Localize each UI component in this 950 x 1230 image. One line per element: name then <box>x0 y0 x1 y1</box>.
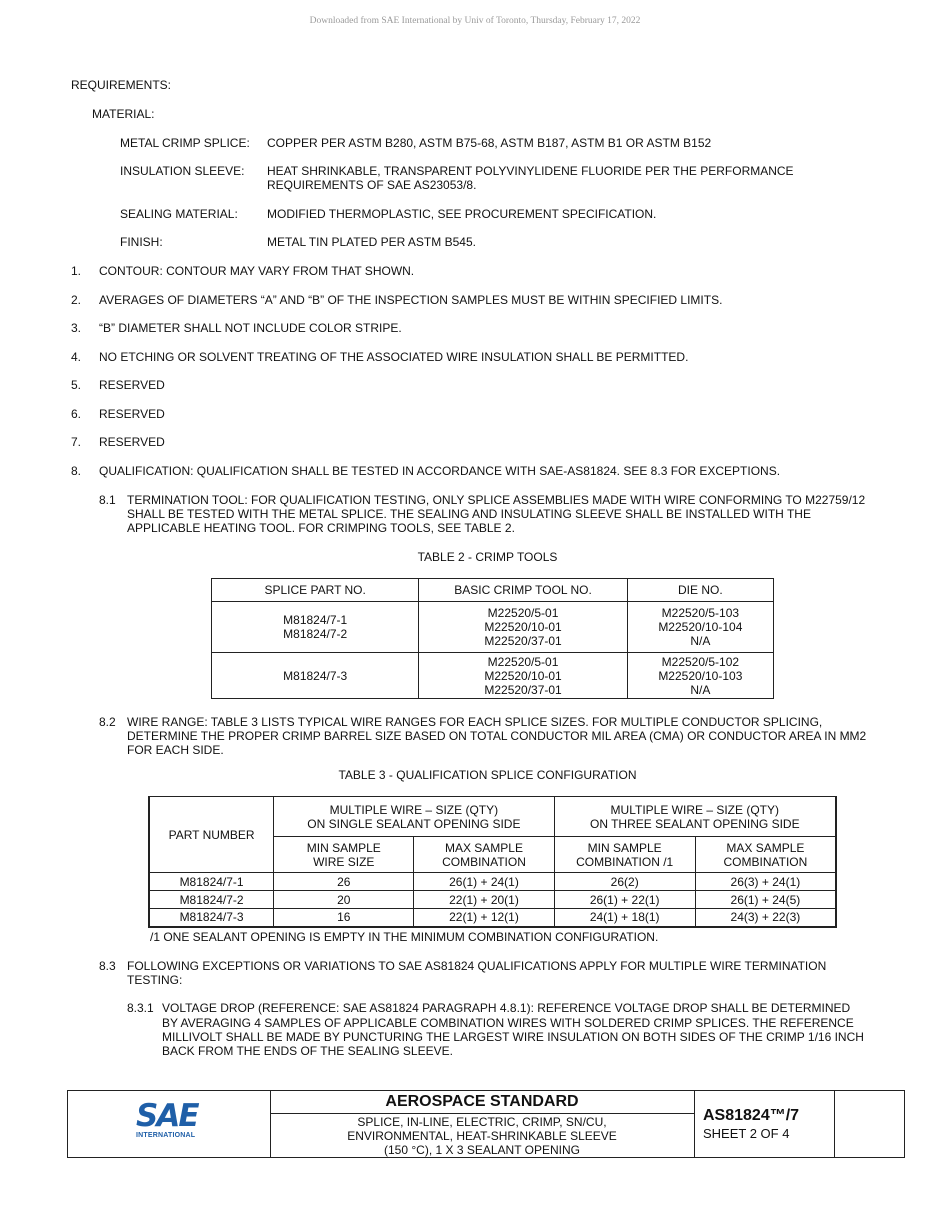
table-header: DIE NO. <box>627 579 773 602</box>
table-row <box>212 602 774 653</box>
table-cell: 26(1) + 24(5) <box>695 891 836 909</box>
material-value: COPPER PER ASTM B280, ASTM B75-68, ASTM B187, ASTM B1 OR ASTM B152 <box>267 136 712 150</box>
section-text-line: FOR EACH SIDE. <box>127 743 224 757</box>
table-cell: 26(1) + 22(1) <box>554 891 695 909</box>
table2-title: TABLE 2 - CRIMP TOOLS <box>417 550 558 564</box>
section-text-line: WIRE RANGE: TABLE 3 LISTS TYPICAL WIRE RANGES FOR EACH SPLICE SIZES. FOR MULTIPLE CONDUCTOR SPLICING, <box>127 715 823 729</box>
splice-configuration-table <box>148 796 837 928</box>
table-cell: 20 <box>274 891 414 909</box>
sae-logo-text: SAE <box>136 1098 198 1134</box>
logo-cell <box>68 1091 271 1157</box>
material-heading: MATERIAL: <box>92 107 155 121</box>
document-number: AS81824™/7 <box>703 1107 800 1124</box>
table-cell: 26 <box>274 873 414 891</box>
note-number: 7. <box>71 435 82 449</box>
title-block <box>67 1090 905 1158</box>
note-number: 2. <box>71 293 82 307</box>
download-watermark: Downloaded from SAE International by Univ of Toronto, Thursday, February 17, 2022 <box>309 16 641 26</box>
table-header: PART NUMBER <box>149 797 274 873</box>
blank-cell <box>834 1091 904 1157</box>
table-cell: M22520/5-103 M22520/10-104 N/A <box>627 602 773 653</box>
table-subheader: MIN SAMPLE WIRE SIZE <box>274 837 414 873</box>
table-subheader: MAX SAMPLE COMBINATION <box>695 837 836 873</box>
crimp-tools-table <box>211 578 774 699</box>
requirements-heading: REQUIREMENTS: <box>71 78 172 92</box>
note-number: 5. <box>71 378 82 392</box>
note-text: RESERVED <box>99 407 165 421</box>
note-text: NO ETCHING OR SOLVENT TREATING OF THE ASSOCIATED WIRE INSULATION SHALL BE PERMITTED. <box>99 350 689 364</box>
note-text: RESERVED <box>99 378 165 392</box>
table-header: BASIC CRIMP TOOL NO. <box>419 579 627 602</box>
table-cell: M81824/7-1 <box>149 873 274 891</box>
note-text: AVERAGES OF DIAMETERS “A” AND “B” OF THE INSPECTION SAMPLES MUST BE WITHIN SPECIFIED LIMITS. <box>99 293 723 307</box>
section-number: 8.3.1 <box>127 1001 154 1015</box>
title-cell <box>270 1091 695 1157</box>
table-group-header: MULTIPLE WIRE – SIZE (QTY) ON SINGLE SEALANT OPENING SIDE <box>274 797 554 837</box>
material-value: MODIFIED THERMOPLASTIC, SEE PROCUREMENT SPECIFICATION. <box>267 207 657 221</box>
material-label: METAL CRIMP SPLICE: <box>120 136 250 150</box>
table-footnote: /1 ONE SEALANT OPENING IS EMPTY IN THE MINIMUM COMBINATION CONFIGURATION. <box>150 930 659 944</box>
section-number: 8.3 <box>99 959 116 973</box>
table-row <box>149 909 836 927</box>
note-number: 6. <box>71 407 82 421</box>
section-text-line: APPLICABLE HEATING TOOL. FOR CRIMPING TOOLS, SEE TABLE 2. <box>127 521 515 535</box>
table-header: SPLICE PART NO. <box>212 579 419 602</box>
standard-description: SPLICE, IN-LINE, ELECTRIC, CRIMP, SN/CU, ENVIRONMENTAL, HEAT-SHRINKABLE SLEEVE (150 °C), 1 X 3 SEALANT OPENING <box>347 1115 617 1157</box>
table-cell: 16 <box>274 909 414 927</box>
table-cell: 22(1) + 20(1) <box>414 891 554 909</box>
note-number: 8. <box>71 464 82 478</box>
doc-number-cell <box>694 1091 835 1157</box>
table-cell: M81824/7-1 M81824/7-2 <box>212 602 419 653</box>
material-label: FINISH: <box>120 235 163 249</box>
table-cell: 22(1) + 12(1) <box>414 909 554 927</box>
section-text-line: TERMINATION TOOL: FOR QUALIFICATION TESTING, ONLY SPLICE ASSEMBLIES MADE WITH WIRE CONFORMING TO M22759/12 <box>127 493 866 507</box>
note-number: 1. <box>71 264 82 278</box>
section-text-line: BACK FROM THE ENDS OF THE SEALING SLEEVE. <box>162 1044 453 1058</box>
table-cell: 24(1) + 18(1) <box>554 909 695 927</box>
section-number: 8.1 <box>99 493 116 507</box>
material-label: INSULATION SLEEVE: <box>120 164 245 178</box>
note-text: “B” DIAMETER SHALL NOT INCLUDE COLOR STRIPE. <box>99 321 402 335</box>
material-value: METAL TIN PLATED PER ASTM B545. <box>267 235 476 249</box>
table-cell: M22520/5-01 M22520/10-01 M22520/37-01 <box>419 653 627 699</box>
note-number: 4. <box>71 350 82 364</box>
table-cell: 24(3) + 22(3) <box>695 909 836 927</box>
note-text: QUALIFICATION: QUALIFICATION SHALL BE TESTED IN ACCORDANCE WITH SAE-AS81824. SEE 8.3 FOR EXCEPTIONS. <box>99 464 781 478</box>
section-number: 8.2 <box>99 715 116 729</box>
sae-logo-subtext: INTERNATIONAL <box>136 1132 196 1139</box>
table-row <box>149 873 836 891</box>
section-text-line: VOLTAGE DROP (REFERENCE: SAE AS81824 PARAGRAPH 4.8.1): REFERENCE VOLTAGE DROP SHALL BE DETERMINED <box>162 1001 851 1015</box>
sheet-number: SHEET 2 OF 4 <box>703 1126 790 1141</box>
note-text: CONTOUR: CONTOUR MAY VARY FROM THAT SHOWN. <box>99 264 415 278</box>
table-cell: 26(2) <box>554 873 695 891</box>
table-subheader: MIN SAMPLE COMBINATION /1 <box>554 837 695 873</box>
section-text-line: SHALL BE TESTED WITH THE METAL SPLICE. THE SEALING AND INSULATING SLEEVE SHALL BE INSTALLED WITH THE <box>127 507 811 521</box>
section-text-line: DETERMINE THE PROPER CRIMP BARREL SIZE BASED ON TOTAL CONDUCTOR MIL AREA (CMA) OR CONDUCTOR AREA IN MM2 <box>127 729 867 743</box>
section-text-line: MILLIVOLT SHALL BE MADE BY PUNCTURING THE LARGEST WIRE INSULATION ON BOTH SIDES OF THE CRIMP 1/16 INCH <box>162 1030 864 1044</box>
sae-logo <box>136 1098 208 1139</box>
table3-title: TABLE 3 - QUALIFICATION SPLICE CONFIGURATION <box>338 768 637 782</box>
table-cell: M81824/7-3 <box>212 653 419 699</box>
table-cell: M22520/5-102 M22520/10-103 N/A <box>627 653 773 699</box>
material-value: REQUIREMENTS OF SAE AS23053/8. <box>267 178 477 192</box>
table-row <box>212 653 774 699</box>
table-cell: 26(3) + 24(1) <box>695 873 836 891</box>
note-text: RESERVED <box>99 435 165 449</box>
table-subheader: MAX SAMPLE COMBINATION <box>414 837 554 873</box>
table-row <box>149 891 836 909</box>
table-cell: 26(1) + 24(1) <box>414 873 554 891</box>
material-value: HEAT SHRINKABLE, TRANSPARENT POLYVINYLIDENE FLUORIDE PER THE PERFORMANCE <box>267 164 794 178</box>
material-label: SEALING MATERIAL: <box>120 207 238 221</box>
note-number: 3. <box>71 321 82 335</box>
section-text-line: BY AVERAGING 4 SAMPLES OF APPLICABLE COMBINATION WIRES WITH SOLDERED CRIMP SPLICES. THE REFERENCE <box>162 1016 854 1030</box>
standard-title: AEROSPACE STANDARD <box>270 1091 694 1114</box>
table-cell: M81824/7-2 <box>149 891 274 909</box>
table-cell: M22520/5-01 M22520/10-01 M22520/37-01 <box>419 602 627 653</box>
table-cell: M81824/7-3 <box>149 909 274 927</box>
section-text-line: TESTING: <box>127 973 183 987</box>
section-text-line: FOLLOWING EXCEPTIONS OR VARIATIONS TO SAE AS81824 QUALIFICATIONS APPLY FOR MULTIPLE WIRE TERMINATION <box>127 959 827 973</box>
table-group-header: MULTIPLE WIRE – SIZE (QTY) ON THREE SEALANT OPENING SIDE <box>554 797 836 837</box>
